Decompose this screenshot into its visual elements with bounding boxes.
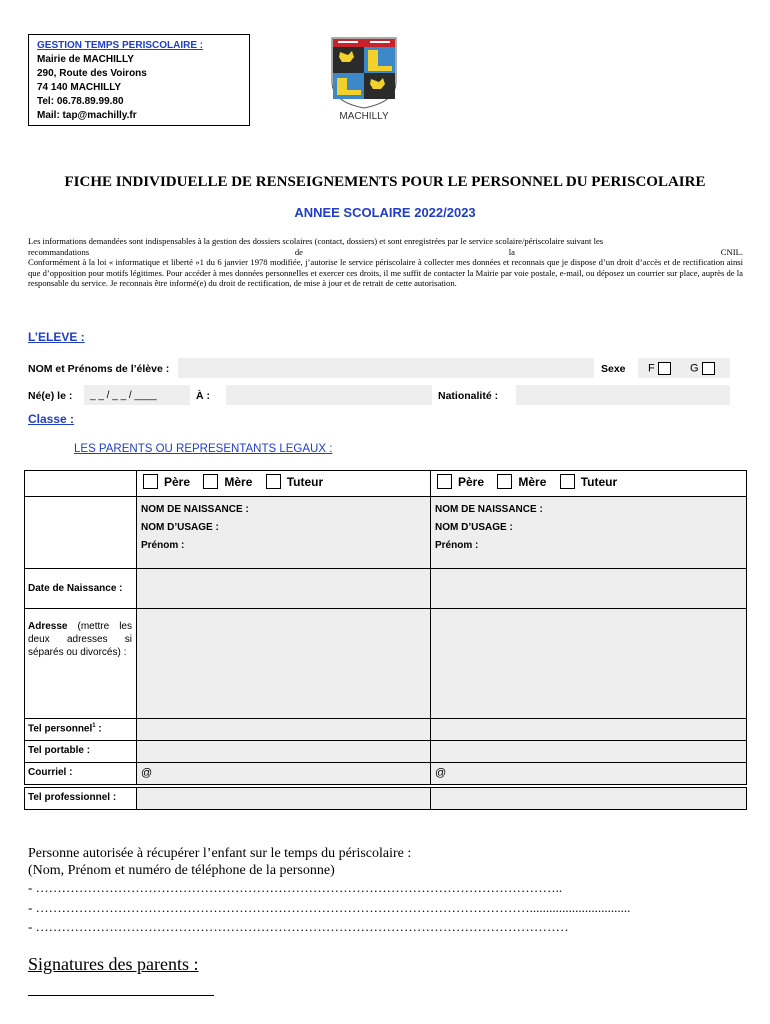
page-title: FICHE INDIVIDUELLE DE RENSEIGNEMENTS POUR LE PERSONNEL DU PERISCOLAIRE xyxy=(64,174,706,190)
contact-title: GESTION TEMPS PERISCOLAIRE : xyxy=(37,40,204,51)
parent2-adresse-field[interactable] xyxy=(431,609,747,719)
parents-table xyxy=(24,470,747,810)
authorized-line-3[interactable]: - …………………………………………………………………………………………………………… xyxy=(28,919,569,934)
authorized-person-hint: (Nom, Prénom et numéro de téléphone de la personne) xyxy=(28,863,335,878)
parent2-names-cell[interactable] xyxy=(431,497,747,569)
signatures-label: Signatures des parents : xyxy=(28,954,199,974)
legal-word: la xyxy=(508,246,515,257)
table-row xyxy=(25,763,747,785)
table-row xyxy=(25,719,747,741)
table-row xyxy=(25,788,747,810)
parent1-courriel-field[interactable] xyxy=(137,763,431,785)
footnote-mark: 1 xyxy=(92,723,96,729)
legal-word: CNIL. xyxy=(720,246,743,257)
date-naissance-label: Date de Naissance : xyxy=(28,583,123,594)
legal-line: Les informations demandées sont indispensables à la gestion des dossiers scolaires (contact, dossiers) et sont enregistrées par le service scolaire/périscolaire suivant les xyxy=(28,236,604,246)
legal-word: recommandations xyxy=(28,246,90,257)
tel-portable-label: Tel portable : xyxy=(28,745,91,756)
parent2-tel-pro-field[interactable] xyxy=(431,788,747,810)
sex-g-checkbox[interactable] xyxy=(702,362,715,375)
machilly-coat-of-arms-logo xyxy=(330,36,398,110)
student-name-field[interactable] xyxy=(178,358,594,378)
sex-label: Sexe xyxy=(601,363,626,375)
role-label: Mère xyxy=(224,474,253,489)
table-row xyxy=(25,497,747,569)
tel-personnel-label xyxy=(25,719,136,734)
class-label: Classe : xyxy=(28,412,75,426)
parent1-adresse-field[interactable] xyxy=(137,609,431,719)
adresse-label-rest: (mettre les deux adresses si séparés ou divorcés) : xyxy=(28,621,132,658)
parent2-tuteur-checkbox[interactable] xyxy=(560,474,575,489)
parent2-tel-personnel-field[interactable] xyxy=(431,719,747,741)
nom-usage-label: NOM D’USAGE : xyxy=(141,522,219,533)
prenom-label: Prénom : xyxy=(141,540,185,551)
parent1-names-cell[interactable] xyxy=(137,497,431,569)
parents-section-title: LES PARENTS OU REPRESENTANTS LEGAUX : xyxy=(74,443,333,455)
parent2-date-naissance-field[interactable] xyxy=(431,569,747,609)
contact-line: 74 140 MACHILLY xyxy=(37,82,122,93)
at-sign: @ xyxy=(141,767,153,779)
role-label: Mère xyxy=(518,474,547,489)
table-row xyxy=(25,609,747,719)
eleve-section-title: L’ELEVE : xyxy=(28,330,85,344)
prenom-label: Prénom : xyxy=(435,540,479,551)
parent2-courriel-field[interactable] xyxy=(431,763,747,785)
school-year: ANNEE SCOLAIRE 2022/2023 xyxy=(294,205,476,220)
birth-date-placeholder: _ _ / _ _ / ____ xyxy=(90,390,157,401)
legal-notice xyxy=(28,236,743,289)
legal-line xyxy=(28,247,743,258)
nom-naissance-label: NOM DE NAISSANCE : xyxy=(141,504,249,515)
legal-word: de xyxy=(294,246,303,257)
parent2-pere-checkbox[interactable] xyxy=(437,474,452,489)
sex-f-label: F xyxy=(648,362,655,375)
tel-personnel-colon: : xyxy=(95,723,102,735)
nationality-label: Nationalité : xyxy=(438,390,499,402)
table-row xyxy=(25,741,747,763)
logo-caption: MACHILLY xyxy=(339,111,389,122)
adresse-label-bold: Adresse xyxy=(28,621,68,632)
parent2-names xyxy=(431,497,746,555)
at-sign: @ xyxy=(435,767,447,779)
parent1-tel-pro-field[interactable] xyxy=(137,788,431,810)
sex-g-label: G xyxy=(690,362,699,375)
parent1-roles xyxy=(137,471,430,489)
contact-line: Tel: 06.78.89.99.80 xyxy=(37,96,124,107)
authorized-person-block xyxy=(28,845,411,879)
sex-f xyxy=(648,362,671,375)
birth-date-label: Né(e) le : xyxy=(28,390,73,402)
table-cell xyxy=(25,471,137,497)
birth-place-field[interactable] xyxy=(226,385,432,405)
contact-line: Mairie de MACHILLY xyxy=(37,54,134,65)
role-label: Père xyxy=(164,474,191,489)
table-cell xyxy=(25,763,137,785)
parent1-tel-personnel-field[interactable] xyxy=(137,719,431,741)
nom-usage-label: NOM D’USAGE : xyxy=(435,522,513,533)
parent2-mere-checkbox[interactable] xyxy=(497,474,512,489)
courriel-label: Courriel : xyxy=(28,767,73,778)
table-cell xyxy=(25,497,137,569)
birth-place-label: À : xyxy=(196,390,210,402)
signature-line[interactable] xyxy=(28,995,214,996)
tel-personnel-text: Tel personnel xyxy=(28,723,93,735)
legal-text: Conformément à la loi « informatique et liberté »1 du 6 janvier 1978 modifiée, j’autorise le service périscolaire à collecter mes données et reconnais que je dispose d’un droit d’accès et de rectification ainsi que d’opposition pour motifs légitimes. Pour accéder à mes données personnelles et exercer ces droits, il me suffit de contacter la Mairie par voie postale, e-mail, ou déposez un courrier sur place, auprès de la responsable du service. Je reconnais être informé(e) du droit de rectification, de mise à jour et de retrait de cette autorisation. xyxy=(28,257,743,289)
table-row xyxy=(25,569,747,609)
parent1-pere-checkbox[interactable] xyxy=(143,474,158,489)
student-name-label: NOM et Prénoms de l’élève : xyxy=(28,363,170,375)
parent1-role-cell xyxy=(137,471,431,497)
table-row xyxy=(25,471,747,497)
tel-pro-label: Tel professionnel : xyxy=(28,792,117,803)
contact-line: Mail: tap@machilly.fr xyxy=(37,110,137,121)
parent2-tel-portable-field[interactable] xyxy=(431,741,747,763)
parent1-tel-portable-field[interactable] xyxy=(137,741,431,763)
table-cell xyxy=(25,788,137,810)
nationality-field[interactable] xyxy=(516,385,730,405)
nom-naissance-label: NOM DE NAISSANCE : xyxy=(435,504,543,515)
parent2-role-cell xyxy=(431,471,747,497)
table-cell xyxy=(25,569,137,609)
contact-box xyxy=(28,34,250,126)
contact-line: 290, Route des Voirons xyxy=(37,68,147,79)
table-cell xyxy=(25,609,137,719)
parent1-mere-checkbox[interactable] xyxy=(203,474,218,489)
parent2-roles xyxy=(431,471,746,489)
parent1-names xyxy=(137,497,430,555)
sex-g xyxy=(690,362,715,375)
authorized-person-title: Personne autorisée à récupérer l’enfant sur le temps du périscolaire : xyxy=(28,846,412,861)
adresse-label xyxy=(25,609,136,659)
parent1-tuteur-checkbox[interactable] xyxy=(266,474,281,489)
role-label: Tuteur xyxy=(286,474,324,489)
role-label: Tuteur xyxy=(580,474,618,489)
authorized-line-1[interactable]: - ………………………………………………………………………………………………………….. xyxy=(28,880,563,895)
role-label: Père xyxy=(458,474,485,489)
table-cell xyxy=(25,719,137,741)
table-cell xyxy=(25,741,137,763)
parent1-date-naissance-field[interactable] xyxy=(137,569,431,609)
sex-f-checkbox[interactable] xyxy=(658,362,671,375)
authorized-line-2[interactable]: - ……………………………………………………………………………………………………............................... xyxy=(28,900,631,915)
